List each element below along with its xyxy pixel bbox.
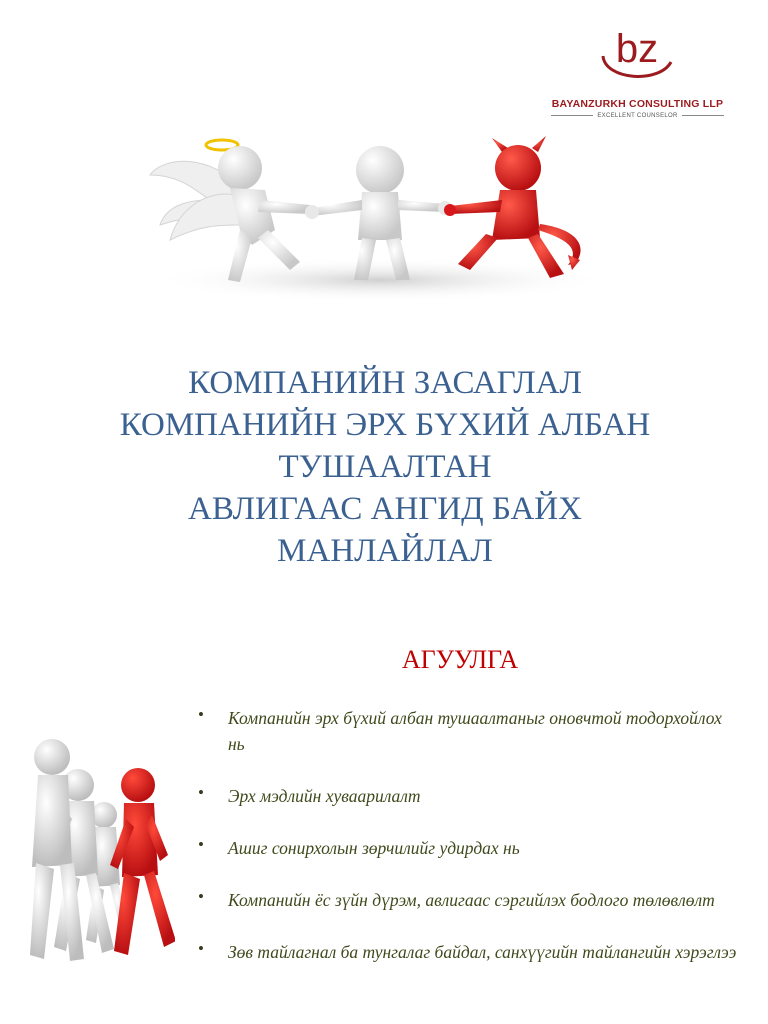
title-line: КОМПАНИЙН ЗАСАГЛАЛ xyxy=(188,365,582,401)
list-item-text: Эрх мэдлийн хуваарилалт xyxy=(228,786,421,806)
list-item xyxy=(198,887,738,913)
title-line: МАНЛАЙЛАЛ xyxy=(277,533,493,569)
bullet-icon: • xyxy=(198,705,204,724)
logo-company-name: BAYANZURKH CONSULTING LLP xyxy=(551,98,724,110)
list-item-text: Ашиг сонирхолын зөрчилийг удирдах нь xyxy=(228,838,520,858)
hero-illustration xyxy=(140,130,620,320)
bz-logo-icon xyxy=(597,18,677,90)
red-leader-figure xyxy=(110,768,175,955)
tug-of-war-icon xyxy=(140,130,620,320)
page-title xyxy=(40,362,730,572)
list-item xyxy=(198,783,738,809)
list-item xyxy=(198,705,738,757)
bullet-icon: • xyxy=(198,939,204,958)
list-item-text: Компанийн эрх бүхий албан тушаалтаныг оновчтой тодорхойлох нь xyxy=(228,708,722,754)
contents-list xyxy=(198,705,738,991)
list-item xyxy=(198,835,738,861)
list-item-text: Компанийн ёс зүйн дүрэм, авлигаас сэргийлэх бодлого төлөвлөлт xyxy=(228,890,715,910)
contents-heading: АГУУЛГА xyxy=(401,645,519,674)
devil-figure xyxy=(450,136,581,278)
running-figures-icon xyxy=(30,715,175,980)
running-figures-illustration xyxy=(30,715,175,980)
logo-tagline: EXCELLENT COUNSELOR xyxy=(535,113,740,119)
company-logo xyxy=(535,18,740,119)
bullet-icon: • xyxy=(198,783,204,802)
list-item xyxy=(198,939,738,965)
title-line: КОМПАНИЙН ЭРХ БҮХИЙ АЛБАН xyxy=(119,407,651,443)
title-line: АВЛИГААС АНГИД БАЙХ xyxy=(188,491,582,527)
list-item-text: Зөв тайлагнал ба тунгалаг байдал, санхүүгийн тайлангийн хэрэглээ xyxy=(228,942,737,962)
logo-mark-text: bz xyxy=(615,27,659,71)
bullet-icon: • xyxy=(198,835,204,854)
bullet-icon: • xyxy=(198,887,204,906)
title-line: ТУШААЛТАН xyxy=(278,449,492,485)
